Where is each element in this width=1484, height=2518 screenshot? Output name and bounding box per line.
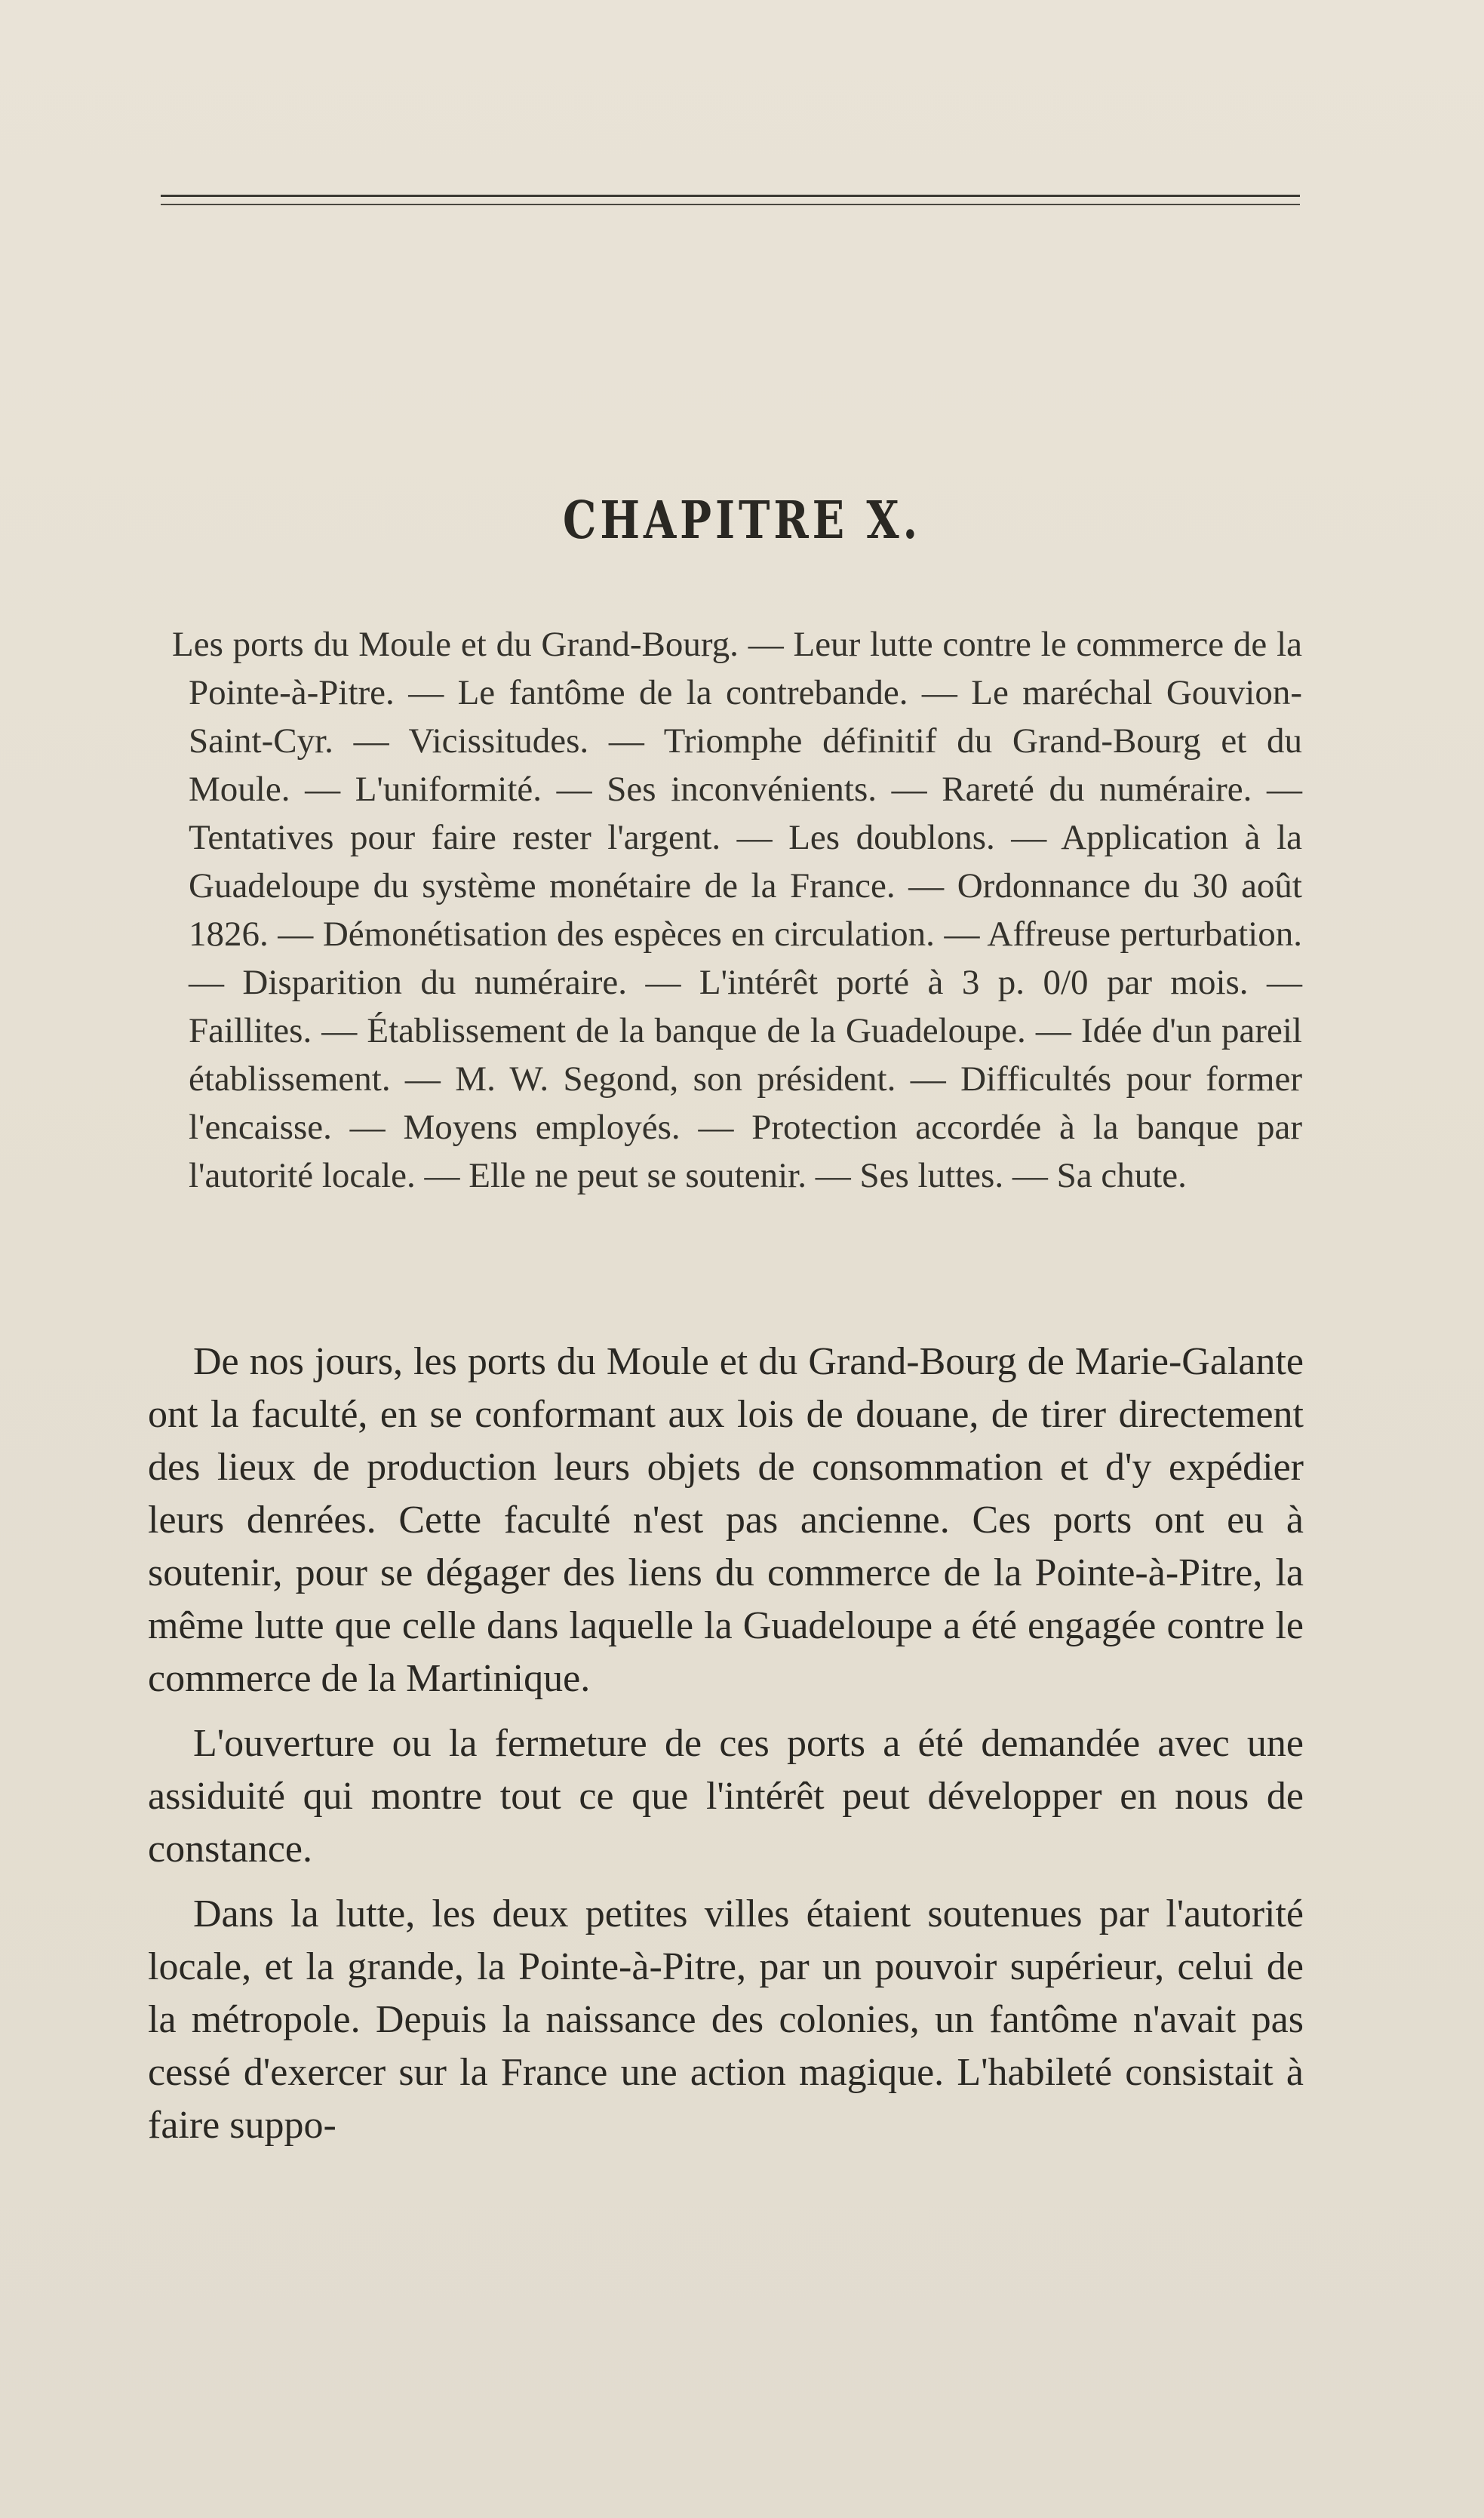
body-text: [148, 1336, 1304, 2164]
chapter-summary: [172, 620, 1302, 1200]
paragraph: De nos jours, les ports du Moule et du Grand-Bourg de Marie-Galante ont la faculté, en se conformant aux lois de douane, de tirer directement des lieux de production leurs objets de consommation et d'y expédier leurs denrées. Cette faculté n'est pas ancienne. Ces ports ont eu à soutenir, pour se dégager des liens du commerce de la Pointe-à-Pitre, la même lutte que celle dans laquelle la Guadeloupe a été engagée contre le commerce de la Martinique.: [148, 1340, 1304, 1700]
chapter-title: CHAPITRE X.: [563, 490, 921, 551]
paragraph: L'ouverture ou la fermeture de ces ports a été demandée avec une assiduité qui montre tout ce que l'intérêt peut développer en nous de constance.: [148, 1722, 1304, 1871]
header-rule: [161, 195, 1300, 197]
paragraph: Dans la lutte, les deux petites villes étaient soutenues par l'autorité locale, et la grande, la Pointe-à-Pitre, par un pouvoir supérieur, celui de la métropole. Depuis la naissance des colonies, un fantôme n'avait pas cessé d'exercer sur la France une action magique. L'habileté consistait à faire suppo-: [148, 1892, 1304, 2147]
chapter-summary-text: Les ports du Moule et du Grand-Bourg. — Leur lutte contre le commerce de la Pointe-à-Pitre. — Le fantôme de la contrebande. — Le maréchal Gouvion-Saint-Cyr. — Vicissitudes. — Triomphe définitif du Grand-Bourg et du Moule. — L'uniformité. — Ses inconvénients. — Rareté du numéraire. — Tentatives pour faire rester l'argent. — Les doublons. — Application à la Guadeloupe du système monétaire de la France. — Ordonnance du 30 août 1826. — Démonétisation des espèces en circulation. — Affreuse perturbation. — Disparition du numéraire. — L'intérêt porté à 3 p. 0/0 par mois. — Faillites. — Établissement de la banque de la Guadeloupe. — Idée d'un pareil établissement. — M. W. Segond, son président. — Difficultés pour former l'encaisse. — Moyens employés. — Protection accordée à la banque par l'autorité locale. — Elle ne peut se soutenir. — Ses luttes. — Sa chute.: [172, 625, 1302, 1195]
header-rule-secondary: [161, 204, 1300, 205]
